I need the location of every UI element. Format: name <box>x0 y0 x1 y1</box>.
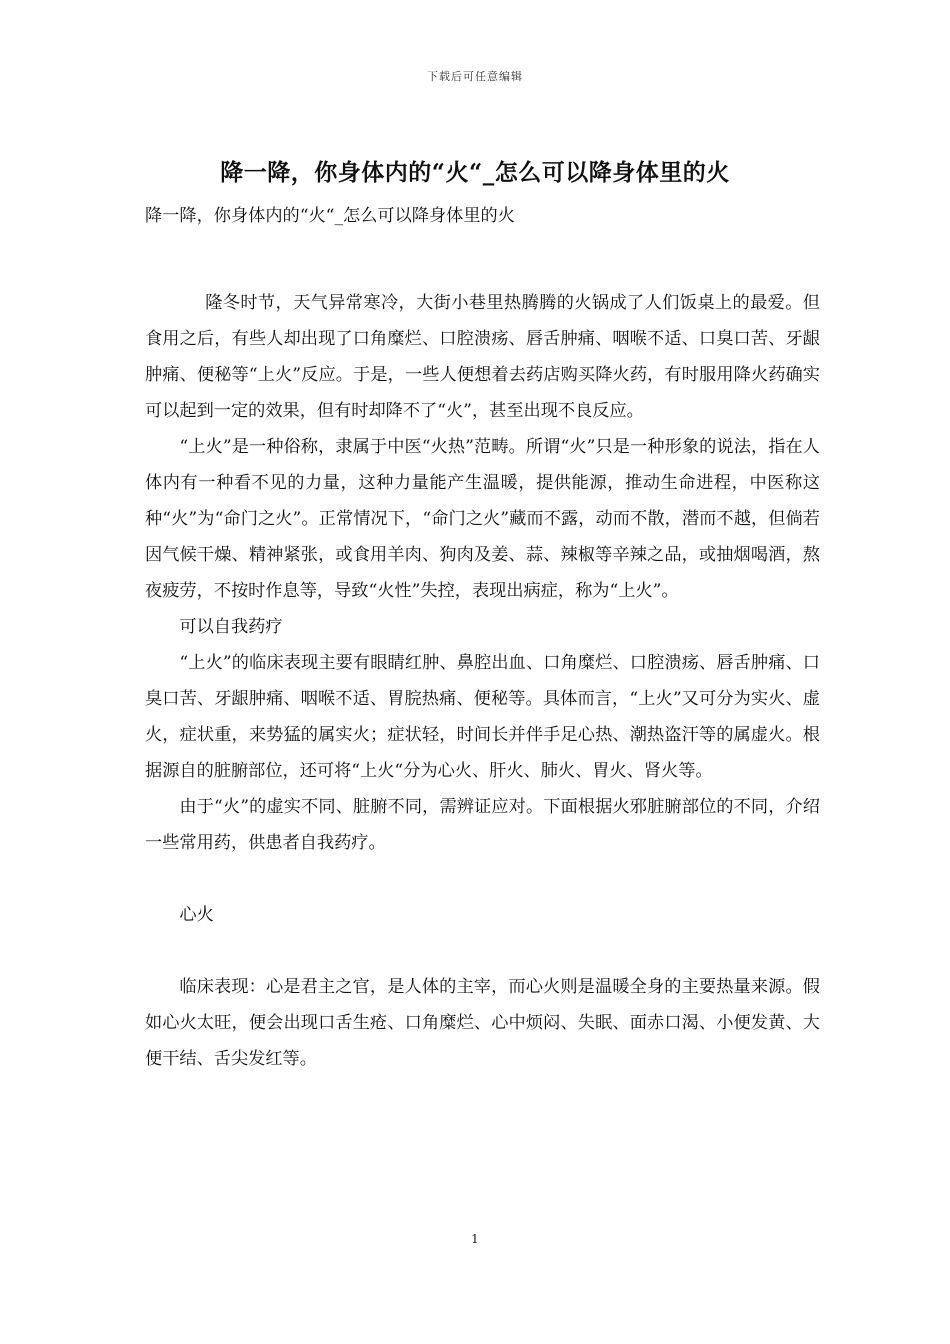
document-body <box>145 198 820 1077</box>
paragraph-shanghuo-definition: “上火”是一种俗称，隶属于中医“火热”范畴。所谓“火”只是一种形象的说法，指在人体内有一种看不见的力量，这种力量能产生温暖，提供能源，推动生命进程，中医称这种“火”为“命门之火”。正常情况下，“命门之火”藏而不露，动而不散，潜而不越，但倘若因气候干燥、精神紧张，或食用羊肉、狗肉及姜、蒜、辣椒等辛辣之品，或抽烟喝酒，熬夜疲劳，不按时作息等，导致“火性”失控，表现出病症，称为“上火”。 <box>145 437 820 601</box>
spacer <box>145 933 820 969</box>
paragraph-intro: 隆冬时节，天气异常寒冷，大街小巷里热腾腾的火锅成了人们饭桌上的最爱。但食用之后，有些人却出现了口角糜烂、口腔溃疡、唇舌肿痛、咽喉不适、口臭口苦、牙龈肿痛、便秘等“上火”反应。于是，一些人便想着去药店购买降火药，有时服用降火药确实可以起到一定的效果，但有时却降不了“火”，甚至出现不良反应。 <box>145 293 820 421</box>
document-subtitle: 降一降，你身体内的“火“_怎么可以降身体里的火 <box>145 206 515 226</box>
paragraph-symptoms: “上火”的临床表现主要有眼睛红肿、鼻腔出血、口角糜烂、口腔溃疡、唇舌肿痛、口臭口苦、牙龈肿痛、咽喉不适、胃脘热痛、便秘等。具体而言，“上火”又可分为实火、虚火，症状重，来势猛的属实火；症状轻，时间长并伴手足心热、潮热盗汗等的属虚火。根据源自的脏腑部位，还可将“上火“分为心火、肝火、肺火、胃火、肾火等。 <box>145 653 820 781</box>
page-number: 1 <box>471 1232 479 1246</box>
section-heading-self-medication: 可以自我药疗 <box>179 617 283 637</box>
document-title: 降一降，你身体内的“火“_怎么可以降身体里的火 <box>220 159 730 186</box>
paragraph-differentiation: 由于“火”的虚实不同、脏腑不同，需辨证应对。下面根据火邪脏腑部位的不同，介绍一些常用药，供患者自我药疗。 <box>145 797 820 853</box>
spacer <box>145 861 820 897</box>
section-heading-heart-fire: 心火 <box>179 905 214 925</box>
paragraph-heart-fire-symptoms: 临床表现：心是君主之官，是人体的主宰，而心火则是温暖全身的主要热量来源。假如心火太旺，便会出现口舌生疮、口角糜烂、心中烦闷、失眠、面赤口渴、小便发黄、大便干结、舌尖发红等。 <box>145 977 820 1069</box>
page-header-note: 下载后可任意编辑 <box>427 70 523 83</box>
spacer <box>145 234 820 285</box>
